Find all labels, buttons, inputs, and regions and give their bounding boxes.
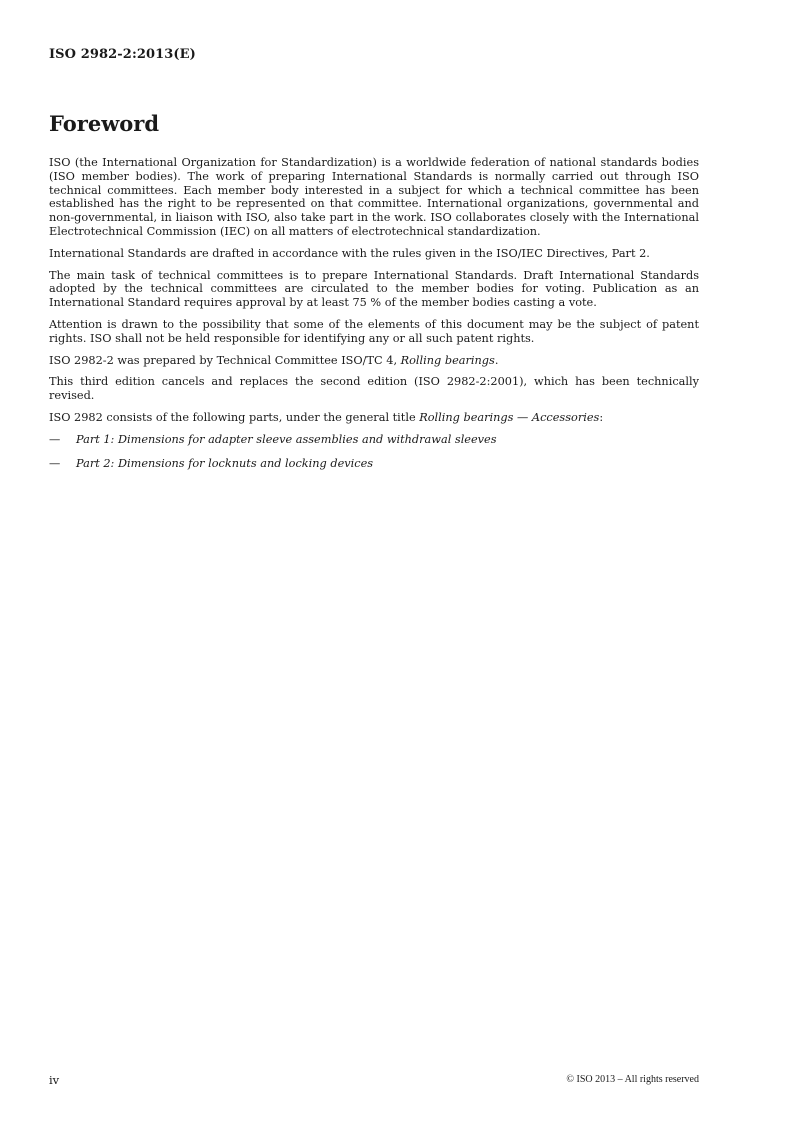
page-number: iv [49,1073,60,1087]
list-item [49,433,699,447]
list-dash: — [49,432,61,446]
list-item [49,457,699,471]
paragraph-parts-intro [49,411,699,425]
paragraph-drafting-rules: International Standards are drafted in accordance with the rules given in the ISO/IEC Directives, Part 2. [49,246,650,260]
prepared-by-end: . [494,353,499,367]
parts-intro-end: : [599,410,604,424]
document-identifier: ISO 2982-2:2013(E) [49,47,196,62]
paragraph-edition: This third edition cancels and replaces the second edition (ISO 2982-2:2001), which has been technically revised. [49,375,699,403]
paragraph-patent-rights: Attention is drawn to the possibility that some of the elements of this document may be the subject of patent rights. ISO shall not be held responsible for identifying any or all such patent rights. [49,317,699,345]
list-dash: — [49,456,61,470]
paragraph-technical-committees: The main task of technical committees is to prepare International Standards. Draft International Standards adopted by the technical committees are circulated to the member bodies for voting. Publication as an International Standard requires approval by at least 75 % of the member bodies casting a vote. [49,268,699,310]
committee-title: Rolling bearings [400,353,495,367]
part-1-title: Part 1: Dimensions for adapter sleeve assemblies and withdrawal sleeves [76,432,497,446]
general-title: Rolling bearings — Accessories [419,410,600,424]
parts-intro-text: ISO 2982 consists of the following parts, under the general title [49,410,420,424]
part-2-title: Part 2: Dimensions for locknuts and locking devices [76,456,374,470]
foreword-body [49,156,699,480]
paragraph-iso-description: ISO (the International Organization for Standardization) is a worldwide federation of national standards bodies (ISO member bodies). The work of preparing International Standards is normally carried out through ISO technical committees. Each member body interested in a subject for which a technical committee has been established has the right to be represented on that committee. International organizations, governmental and non-governmental, in liaison with ISO, also take part in the work. ISO collaborates closely with the International Electrotechnical Commission (IEC) on all matters of electrotechnical standardization. [49,156,699,238]
prepared-by-text: ISO 2982-2 was prepared by Technical Committee ISO/TC 4, [49,353,401,367]
paragraph-prepared-by [49,354,699,368]
copyright-notice: © ISO 2013 – All rights reserved [566,1074,699,1085]
page-title: Foreword [49,111,160,136]
